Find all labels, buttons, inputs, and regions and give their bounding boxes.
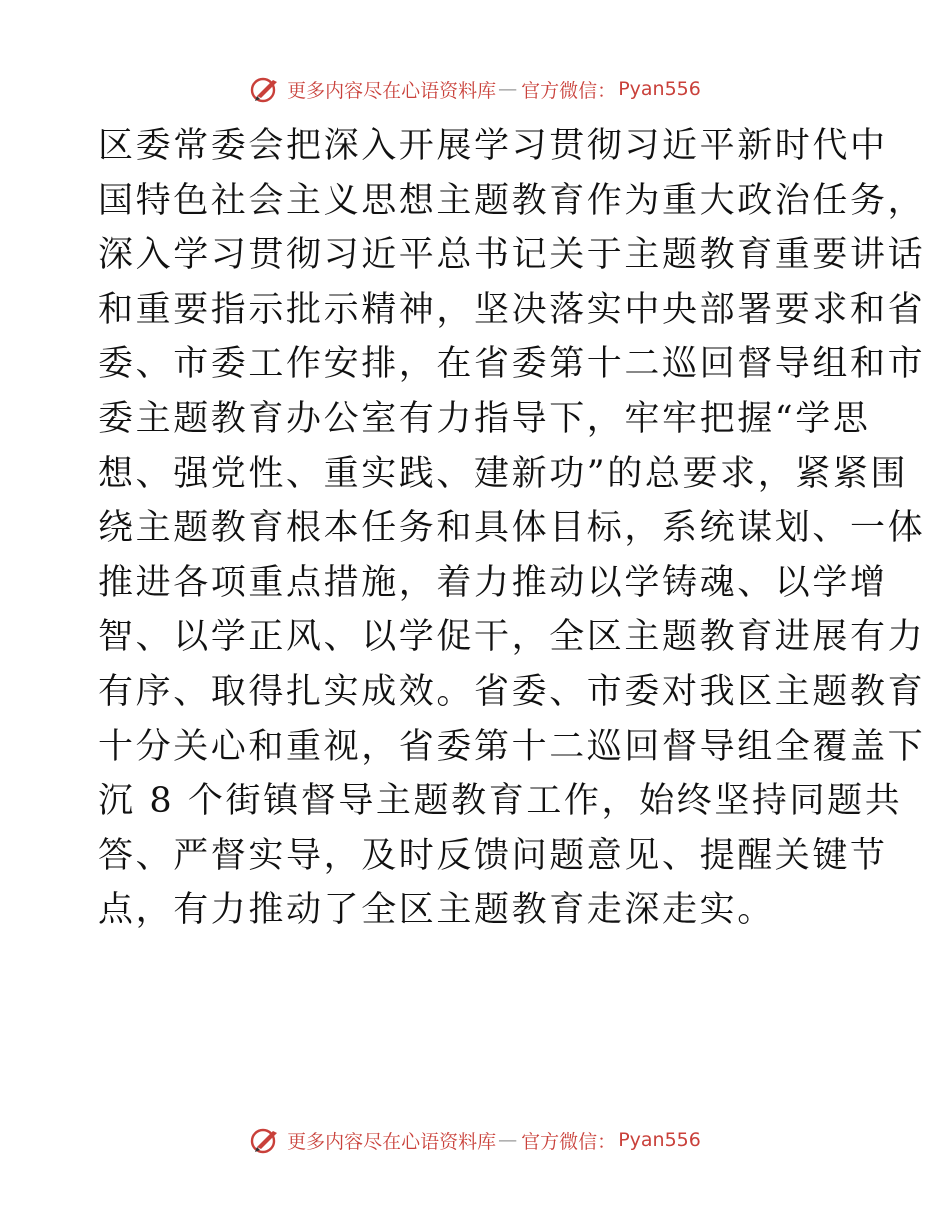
- watermark-wechat-label: 官方微信：: [521, 79, 617, 102]
- pen-logo-icon: [249, 1125, 281, 1155]
- body-line: 答、严督实导，及时反馈问题意见、提醒关键节: [98, 835, 888, 876]
- body-line: 委主题教育办公室有力指导下，牢牢把握“学思: [98, 398, 871, 439]
- watermark-separator: —: [498, 78, 518, 100]
- watermark-wechat-id: Pyan556: [618, 1129, 701, 1151]
- body-line: 十分关心和重视，省委第十二巡回督导组全覆盖下: [98, 726, 926, 767]
- document-body: [98, 119, 926, 938]
- body-line: 国特色社会主义思想主题教育作为重大政治任务，: [98, 180, 926, 221]
- watermark-site-text: 更多内容尽在心语资料库: [287, 1130, 497, 1153]
- watermark-wechat-label: 官方微信：: [521, 1130, 617, 1153]
- footer-watermark: [0, 1123, 950, 1157]
- body-line: 深入学习贯彻习近平总书记关于主题教育重要讲话: [98, 235, 926, 276]
- watermark-wechat-id: Pyan556: [618, 78, 701, 100]
- body-line: 委、市委工作安排，在省委第十二巡回督导组和市: [98, 344, 926, 385]
- watermark-separator: —: [498, 1129, 518, 1151]
- body-line: 智、以学正风、以学促干，全区主题教育进展有力: [98, 617, 926, 658]
- body-line: 点，有力推动了全区主题教育走深走实。: [98, 890, 775, 931]
- body-line: 和重要指示批示精神，坚决落实中央部署要求和省: [98, 289, 926, 330]
- body-line: 有序、取得扎实成效。省委、市委对我区主题教育: [98, 671, 926, 712]
- body-line: 想、强党性、重实践、建新功”的总要求，紧紧围: [98, 453, 909, 494]
- watermark-site-text: 更多内容尽在心语资料库: [287, 79, 497, 102]
- body-line: 区委常委会把深入开展学习贯彻习近平新时代中: [98, 126, 888, 166]
- body-line: 绕主题教育根本任务和具体目标，系统谋划、一体: [98, 508, 926, 549]
- header-watermark: [0, 72, 950, 106]
- pen-logo-icon: [249, 74, 281, 104]
- body-line: 推进各项重点措施，着力推动以学铸魂、以学增: [98, 562, 888, 603]
- body-line: 沉 8 个街镇督导主题教育工作，始终坚持同题共: [98, 781, 903, 822]
